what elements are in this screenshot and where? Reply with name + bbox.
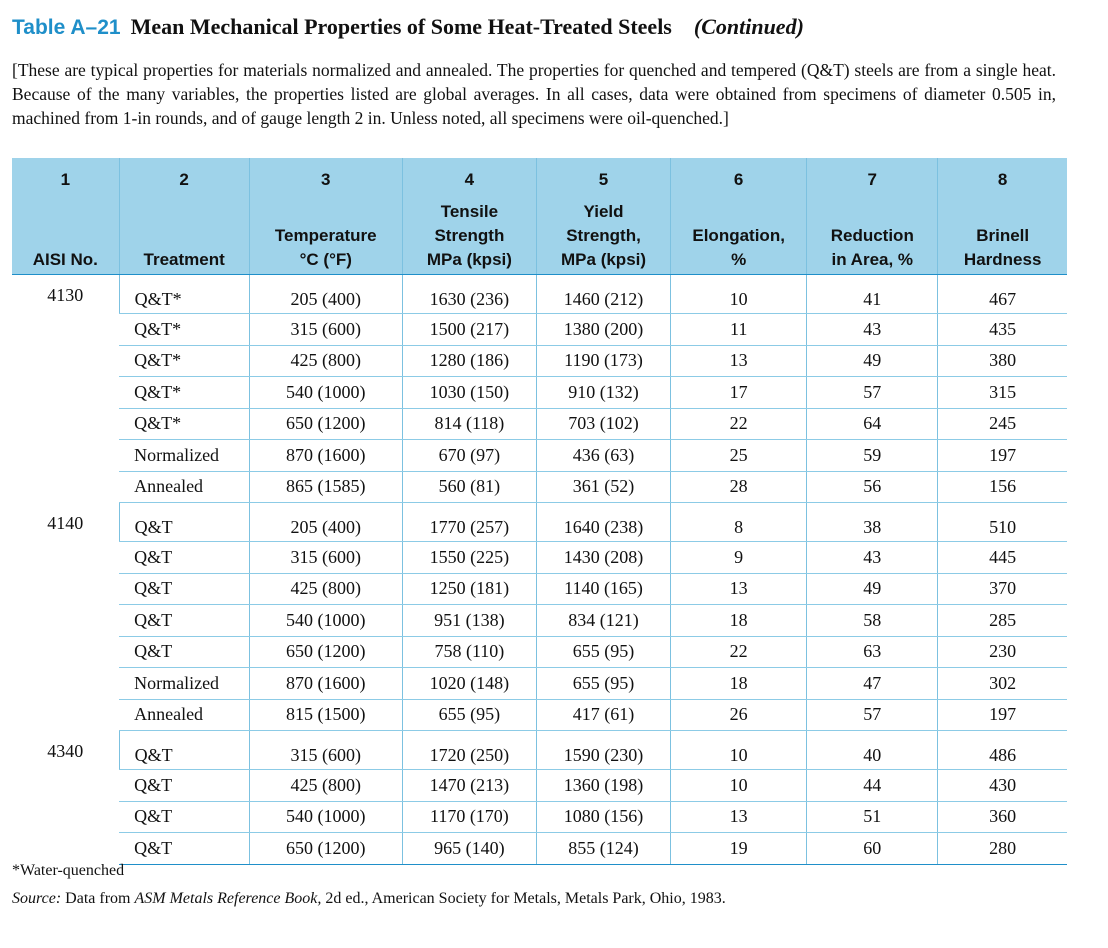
column-header-line: MPa (kpsi) — [561, 250, 647, 269]
value-cell: 1080 (156) — [536, 801, 670, 833]
value-cell: 870 (1600) — [249, 668, 402, 700]
value-cell: 430 — [938, 770, 1067, 802]
table-row — [12, 377, 1067, 409]
table-continued: (Continued) — [693, 14, 804, 39]
treatment-cell: Q&T* — [119, 314, 249, 346]
treatment-cell: Normalized — [119, 440, 249, 472]
value-cell: 834 (121) — [536, 605, 670, 637]
value-cell: 361 (52) — [536, 471, 670, 503]
footnote: *Water-quenched — [12, 862, 125, 879]
value-cell: 1470 (213) — [402, 770, 536, 802]
table-row — [12, 440, 1067, 472]
value-cell: 540 (1000) — [249, 605, 402, 637]
treatment-cell: Normalized — [119, 668, 249, 700]
value-cell: 1190 (173) — [536, 345, 670, 377]
aisi-number-cell: 4130 — [47, 285, 84, 305]
value-cell: 10 — [671, 731, 807, 770]
value-cell: 38 — [807, 503, 938, 542]
value-cell: 57 — [807, 699, 938, 731]
value-cell: 315 (600) — [249, 314, 402, 346]
value-cell: 315 (600) — [249, 731, 402, 770]
treatment-cell: Q&T* — [119, 275, 249, 314]
value-cell: 540 (1000) — [249, 377, 402, 409]
value-cell: 17 — [671, 377, 807, 409]
column-number: 4 — [402, 158, 536, 200]
value-cell: 51 — [807, 801, 938, 833]
value-cell: 49 — [807, 345, 938, 377]
treatment-cell: Q&T — [119, 542, 249, 574]
value-cell: 1140 (165) — [536, 573, 670, 605]
value-cell: 1550 (225) — [402, 542, 536, 574]
table-header — [12, 158, 1067, 275]
value-cell: 302 — [938, 668, 1067, 700]
value-cell: 540 (1000) — [249, 801, 402, 833]
value-cell: 47 — [807, 668, 938, 700]
column-header — [12, 200, 119, 275]
treatment-cell: Q&T — [119, 801, 249, 833]
value-cell: 435 — [938, 314, 1067, 346]
table-row — [12, 542, 1067, 574]
value-cell: 8 — [671, 503, 807, 542]
value-cell: 280 — [938, 833, 1067, 865]
value-cell: 11 — [671, 314, 807, 346]
treatment-cell: Q&T — [119, 636, 249, 668]
value-cell: 1630 (236) — [402, 275, 536, 314]
value-cell: 13 — [671, 801, 807, 833]
treatment-cell: Q&T — [119, 770, 249, 802]
table-row — [12, 275, 1067, 314]
column-header — [249, 200, 402, 275]
column-number: 2 — [119, 158, 249, 200]
table-row — [12, 408, 1067, 440]
value-cell: 655 (95) — [536, 668, 670, 700]
value-cell: 49 — [807, 573, 938, 605]
table-row — [12, 471, 1067, 503]
table-intro: [These are typical properties for materials normalized and annealed. The properties for quenched and tempered (Q&T) steels are from a single heat. Because of the many variables, the properties listed are global averages. In all cases, data were obtained from specimens of diameter 0.505 in, machined from 1-in rounds, and of gauge length 2 in. Unless noted, all specimens were oil-quenched.] — [12, 60, 1056, 128]
value-cell: 13 — [671, 573, 807, 605]
table-title-text: Mean Mechanical Properties of Some Heat-Treated Steels — [130, 14, 672, 39]
table-row — [12, 699, 1067, 731]
column-header — [536, 200, 670, 275]
aisi-number-cell: 4140 — [47, 512, 84, 533]
value-cell: 10 — [671, 275, 807, 314]
value-cell: 63 — [807, 636, 938, 668]
value-cell: 670 (97) — [402, 440, 536, 472]
value-cell: 205 (400) — [249, 503, 402, 542]
column-number: 7 — [807, 158, 938, 200]
value-cell: 1720 (250) — [402, 731, 536, 770]
value-cell: 197 — [938, 440, 1067, 472]
table-row — [12, 833, 1067, 865]
column-number: 8 — [938, 158, 1067, 200]
value-cell: 951 (138) — [402, 605, 536, 637]
value-cell: 13 — [671, 345, 807, 377]
value-cell: 315 — [938, 377, 1067, 409]
table-row — [12, 573, 1067, 605]
value-cell: 425 (800) — [249, 770, 402, 802]
treatment-cell: Q&T* — [119, 377, 249, 409]
value-cell: 486 — [938, 731, 1067, 770]
treatment-cell: Q&T — [119, 833, 249, 865]
source-pre: Data from — [65, 890, 131, 907]
value-cell: 245 — [938, 408, 1067, 440]
value-cell: 910 (132) — [536, 377, 670, 409]
value-cell: 19 — [671, 833, 807, 865]
value-cell: 28 — [671, 471, 807, 503]
value-cell: 43 — [807, 314, 938, 346]
value-cell: 855 (124) — [536, 833, 670, 865]
value-cell: 965 (140) — [402, 833, 536, 865]
value-cell: 315 (600) — [249, 542, 402, 574]
value-cell: 156 — [938, 471, 1067, 503]
value-cell: 26 — [671, 699, 807, 731]
column-header — [402, 200, 536, 275]
value-cell: 197 — [938, 699, 1067, 731]
column-header-line: Elongation, — [692, 226, 785, 245]
table-row — [12, 770, 1067, 802]
column-header-line: Tensile — [440, 202, 499, 221]
value-cell: 205 (400) — [249, 275, 402, 314]
column-header-row — [12, 200, 1067, 275]
source-book: ASM Metals Reference Book, — [134, 890, 322, 907]
table-body — [12, 275, 1067, 865]
value-cell: 703 (102) — [536, 408, 670, 440]
source-note — [12, 890, 726, 908]
value-cell: 510 — [938, 503, 1067, 542]
column-header — [807, 200, 938, 275]
table-row — [12, 731, 1067, 770]
value-cell: 360 — [938, 801, 1067, 833]
column-header-line: °C (°F) — [299, 250, 352, 269]
value-cell: 467 — [938, 275, 1067, 314]
column-header-line: Temperature — [274, 226, 377, 245]
value-cell: 1020 (148) — [402, 668, 536, 700]
treatment-cell: Q&T — [119, 503, 249, 542]
column-header-line: Strength, — [566, 226, 641, 245]
value-cell: 1380 (200) — [536, 314, 670, 346]
value-cell: 25 — [671, 440, 807, 472]
value-cell: 9 — [671, 542, 807, 574]
value-cell: 43 — [807, 542, 938, 574]
value-cell: 560 (81) — [402, 471, 536, 503]
value-cell: 445 — [938, 542, 1067, 574]
column-header — [119, 200, 249, 275]
value-cell: 1460 (212) — [536, 275, 670, 314]
value-cell: 650 (1200) — [249, 408, 402, 440]
value-cell: 285 — [938, 605, 1067, 637]
column-header-line: Reduction — [830, 226, 914, 245]
value-cell: 1590 (230) — [536, 731, 670, 770]
value-cell: 758 (110) — [402, 636, 536, 668]
table-row — [12, 801, 1067, 833]
value-cell: 650 (1200) — [249, 833, 402, 865]
treatment-cell: Q&T* — [119, 345, 249, 377]
value-cell: 380 — [938, 345, 1067, 377]
column-header-line: in Area, % — [831, 250, 914, 269]
table-row — [12, 668, 1067, 700]
table-title — [12, 14, 804, 40]
column-header-line: Treatment — [143, 250, 225, 269]
table-row — [12, 636, 1067, 668]
properties-table — [12, 158, 1067, 865]
value-cell: 655 (95) — [402, 699, 536, 731]
value-cell: 58 — [807, 605, 938, 637]
value-cell: 1770 (257) — [402, 503, 536, 542]
source-label: Source: — [12, 890, 62, 907]
table-row — [12, 503, 1067, 542]
column-header-line: AISI No. — [32, 250, 98, 269]
value-cell: 425 (800) — [249, 573, 402, 605]
column-number-row — [12, 158, 1067, 200]
column-header — [938, 200, 1067, 275]
column-header-line: Yield — [583, 202, 624, 221]
value-cell: 18 — [671, 668, 807, 700]
value-cell: 230 — [938, 636, 1067, 668]
column-number: 1 — [12, 158, 119, 200]
table-label: Table A–21 — [12, 16, 121, 39]
column-number: 5 — [536, 158, 670, 200]
value-cell: 10 — [671, 770, 807, 802]
value-cell: 1280 (186) — [402, 345, 536, 377]
value-cell: 22 — [671, 408, 807, 440]
value-cell: 425 (800) — [249, 345, 402, 377]
value-cell: 1500 (217) — [402, 314, 536, 346]
value-cell: 1430 (208) — [536, 542, 670, 574]
table-row — [12, 314, 1067, 346]
value-cell: 64 — [807, 408, 938, 440]
treatment-cell: Q&T* — [119, 408, 249, 440]
value-cell: 1640 (238) — [536, 503, 670, 542]
value-cell: 18 — [671, 605, 807, 637]
value-cell: 655 (95) — [536, 636, 670, 668]
treatment-cell: Q&T — [119, 605, 249, 637]
value-cell: 57 — [807, 377, 938, 409]
table-row — [12, 345, 1067, 377]
value-cell: 814 (118) — [402, 408, 536, 440]
value-cell: 815 (1500) — [249, 699, 402, 731]
treatment-cell: Annealed — [119, 699, 249, 731]
value-cell: 865 (1585) — [249, 471, 402, 503]
value-cell: 22 — [671, 636, 807, 668]
table-row — [12, 605, 1067, 637]
value-cell: 870 (1600) — [249, 440, 402, 472]
value-cell: 436 (63) — [536, 440, 670, 472]
column-header-line: Strength — [434, 226, 505, 245]
value-cell: 44 — [807, 770, 938, 802]
treatment-cell: Q&T — [119, 573, 249, 605]
column-header-line: % — [731, 250, 747, 269]
value-cell: 370 — [938, 573, 1067, 605]
value-cell: 1360 (198) — [536, 770, 670, 802]
treatment-cell: Q&T — [119, 731, 249, 770]
value-cell: 60 — [807, 833, 938, 865]
source-post: 2d ed., American Society for Metals, Metals Park, Ohio, 1983. — [325, 890, 726, 907]
value-cell: 40 — [807, 731, 938, 770]
aisi-number-cell: 4340 — [47, 740, 84, 761]
column-number: 6 — [671, 158, 807, 200]
value-cell: 56 — [807, 471, 938, 503]
column-header — [671, 200, 807, 275]
value-cell: 1170 (170) — [402, 801, 536, 833]
value-cell: 1030 (150) — [402, 377, 536, 409]
column-header-line: Hardness — [963, 250, 1042, 269]
value-cell: 417 (61) — [536, 699, 670, 731]
value-cell: 41 — [807, 275, 938, 314]
value-cell: 1250 (181) — [402, 573, 536, 605]
column-header-line: MPa (kpsi) — [426, 250, 512, 269]
treatment-cell: Annealed — [119, 471, 249, 503]
value-cell: 650 (1200) — [249, 636, 402, 668]
value-cell: 59 — [807, 440, 938, 472]
column-header-line: Brinell — [976, 226, 1030, 245]
column-number: 3 — [249, 158, 402, 200]
